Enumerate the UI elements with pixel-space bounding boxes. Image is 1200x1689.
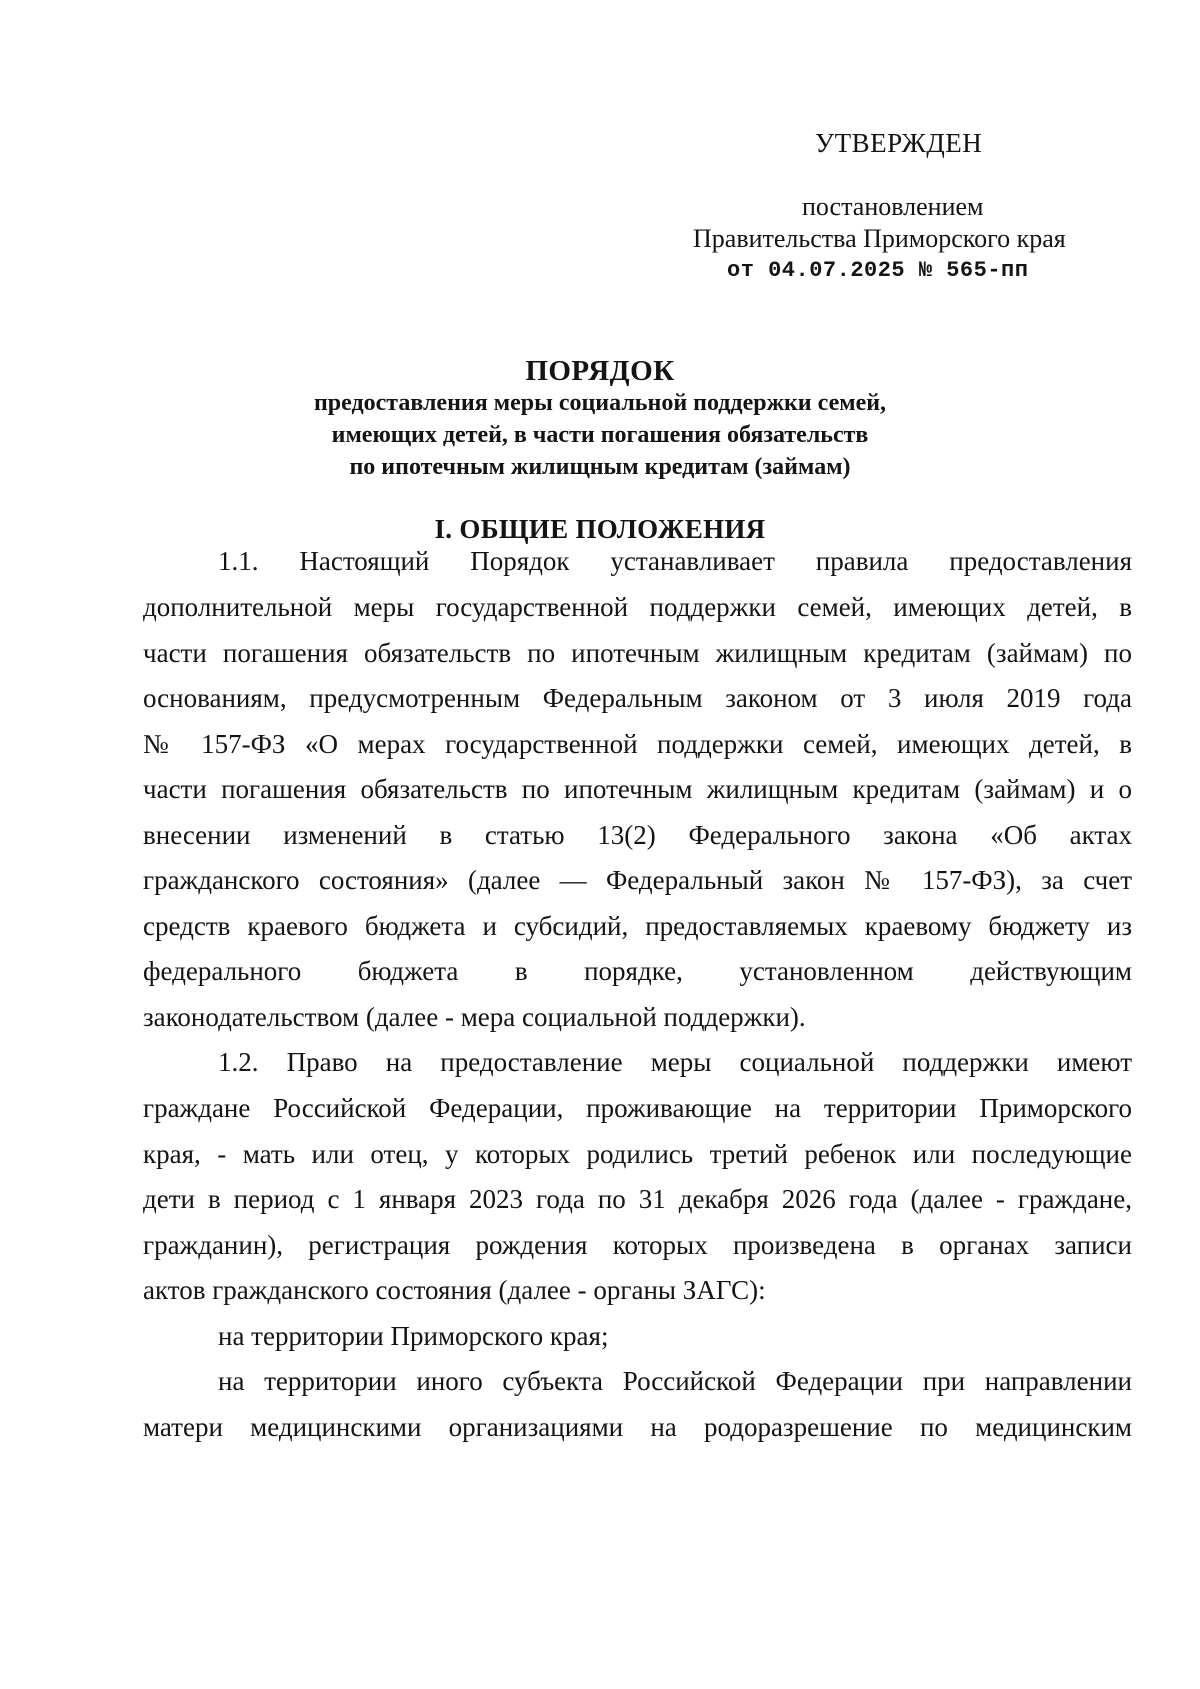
paragraph-1-1-line: части погашения обязательств по ипотечным жилищным кредитам (займам) по: [143, 638, 1132, 668]
approval-title: УТВЕРЖДЕН: [815, 128, 983, 158]
list-item-line: на территории Приморского края;: [218, 1321, 609, 1351]
paragraph-1-1-line: дополнительной меры государственной поддержки семей, имеющих детей, в: [143, 592, 1132, 622]
paragraph-1-2-line: дети в период с 1 января 2023 года по 31 декабря 2026 года (далее - граждане,: [143, 1184, 1132, 1214]
paragraph-1-1-line: внесении изменений в статью 13(2) Федерального закона «Об актах: [143, 820, 1132, 850]
document-subtitle-line: по ипотечным жилищным кредитам (займам): [349, 454, 851, 480]
paragraph-1-1-line: основаниям, предусмотренным Федеральным законом от 3 июля 2019 года: [143, 683, 1132, 713]
paragraph-1-1-line: средств краевого бюджета и субсидий, предоставляемых краевому бюджету из: [143, 911, 1132, 941]
approval-organization: Правительства Приморского края: [693, 224, 1066, 253]
document-title: ПОРЯДОК: [525, 355, 675, 387]
paragraph-1-1-line: 1.1. Настоящий Порядок устанавливает правила предоставления: [218, 546, 1132, 576]
paragraph-1-1-line: части погашения обязательств по ипотечным жилищным кредитам (займам) и о: [143, 774, 1132, 804]
section-heading: I. ОБЩИЕ ПОЛОЖЕНИЯ: [434, 514, 766, 544]
list-item-line: на территории иного субъекта Российской Федерации при направлении: [218, 1366, 1132, 1396]
paragraph-1-1-line: законодательством (далее - мера социальной поддержки).: [143, 1002, 806, 1032]
document-subtitle-line: имеющих детей, в части погашения обязательств: [331, 422, 869, 448]
approval-by: постановлением: [802, 192, 984, 221]
document-subtitle-line: предоставления меры социальной поддержки семей,: [313, 390, 887, 416]
paragraph-1-1-line: гражданского состояния» (далее — Федеральный закон № 157-ФЗ), за счет: [143, 865, 1132, 895]
paragraph-1-2-line: граждане Российской Федерации, проживающие на территории Приморского: [143, 1093, 1132, 1123]
list-item-line: матери медицинскими организациями на родоразрешение по медицинским: [143, 1412, 1132, 1442]
paragraph-1-2-line: актов гражданского состояния (далее - органы ЗАГС):: [143, 1275, 766, 1305]
paragraph-1-1-line: федерального бюджета в порядке, установленном действующим: [143, 956, 1132, 986]
paragraph-1-2-line: 1.2. Право на предоставление меры социальной поддержки имеют: [218, 1047, 1132, 1077]
paragraph-1-1-line: № 157-ФЗ «О мерах государственной поддержки семей, имеющих детей, в: [143, 729, 1132, 759]
approval-date-number-stamp: от 04.07.2025 № 565-пп: [727, 258, 1029, 283]
paragraph-1-2-line: края, - мать или отец, у которых родились третий ребенок или последующие: [143, 1139, 1132, 1169]
paragraph-1-2-line: гражданин), регистрация рождения которых произведена в органах записи: [143, 1230, 1132, 1260]
